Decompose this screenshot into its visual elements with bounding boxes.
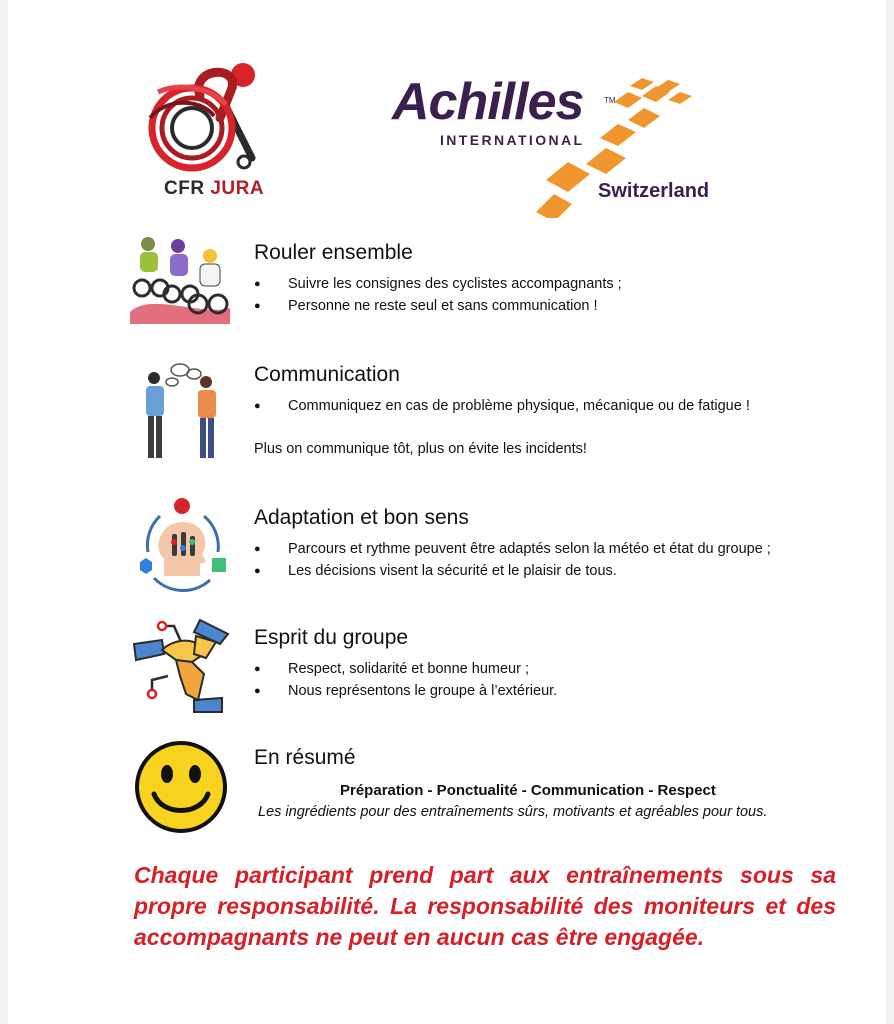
- bullet-dot: ●: [254, 300, 261, 313]
- section-title: Esprit du groupe: [254, 626, 409, 649]
- section-title: Rouler ensemble: [254, 241, 413, 264]
- bullet-text: Personne ne reste seul et sans communication !: [288, 298, 598, 314]
- team-hands-icon: [132, 614, 232, 714]
- bullet-text: Suivre les consignes des cyclistes accompagnants ;: [288, 276, 622, 292]
- cfr-text-part2: JURA: [210, 178, 265, 199]
- section-title: En résumé: [254, 746, 356, 769]
- smiley-icon: [134, 740, 228, 834]
- cyclists-icon: [130, 232, 234, 328]
- bullet-item: [254, 298, 598, 314]
- achilles-country: Switzerland: [598, 180, 710, 202]
- cfr-jura-logo: [140, 58, 272, 208]
- warning-line: Chaque participant prend part aux entraînements sous sa: [134, 862, 836, 888]
- warning-line: accompagnants ne peut en aucun cas être engagée.: [134, 924, 705, 950]
- summary-keywords: Préparation - Ponctualité - Communication - Respect: [340, 782, 716, 799]
- bullet-dot: ●: [254, 400, 261, 413]
- bullet-text: Communiquez en cas de problème physique, mécanique ou de fatigue !: [288, 398, 750, 414]
- bullet-dot: ●: [254, 565, 261, 578]
- achilles-subtitle: INTERNATIONAL: [440, 132, 585, 148]
- bullet-dot: ●: [254, 278, 261, 291]
- bullet-item: [254, 683, 557, 699]
- bullet-text: Parcours et rythme peuvent être adaptés selon la météo et état du groupe ;: [288, 541, 771, 557]
- wheelchair-athlete-icon: [140, 58, 272, 178]
- bullet-item: [254, 541, 771, 557]
- cfr-text-part1: CFR: [164, 178, 205, 199]
- bullet-text: Les décisions visent la sécurité et le plaisir de tous.: [288, 563, 617, 579]
- adaptation-head-icon: [130, 494, 234, 596]
- warning-line: propre responsabilité. La responsabilité des moniteurs et des: [134, 893, 836, 919]
- achilles-international-logo: [386, 72, 746, 218]
- bullet-text: Respect, solidarité et bonne humeur ;: [288, 661, 529, 677]
- bullet-item: [254, 276, 622, 292]
- section-note: Plus on communique tôt, plus on évite les incidents!: [254, 441, 587, 457]
- bullet-item: [254, 661, 529, 677]
- document-page: [8, 0, 886, 1024]
- cfr-logo-text: [164, 178, 264, 200]
- bullet-dot: ●: [254, 685, 261, 698]
- bullet-item: [254, 563, 617, 579]
- bullet-text: Nous représentons le groupe à l’extérieur.: [288, 683, 558, 699]
- achilles-name: Achilles: [392, 73, 584, 131]
- responsibility-warning: [134, 860, 836, 953]
- bullet-dot: ●: [254, 663, 261, 676]
- conversation-icon: [140, 362, 224, 462]
- achilles-trademark: TM: [604, 96, 616, 105]
- section-title: Adaptation et bon sens: [254, 506, 469, 529]
- bullet-item: [254, 398, 750, 414]
- summary-tagline: Les ingrédients pour des entraînements sûrs, motivants et agréables pour tous.: [258, 804, 768, 820]
- bullet-dot: ●: [254, 543, 261, 556]
- section-title: Communication: [254, 363, 400, 386]
